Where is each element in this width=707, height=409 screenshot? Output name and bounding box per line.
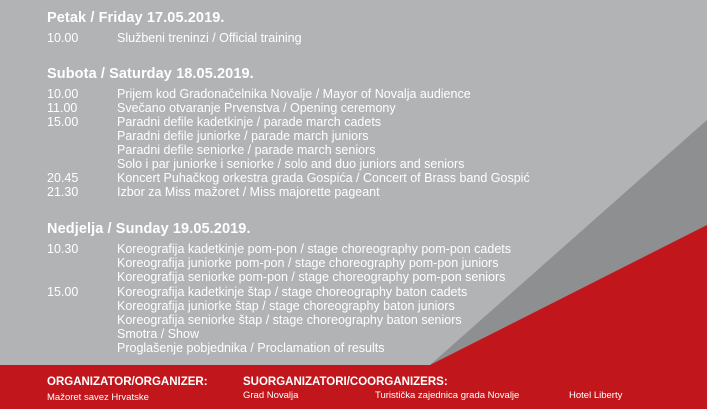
- footer-band: [0, 365, 707, 409]
- event-text: Paradni defile kadetkinje / parade march cadets: [117, 115, 382, 129]
- coorganizer-name: Turistička zajednica grada Novalje: [375, 390, 520, 401]
- day-title-friday: Petak / Friday 17.05.2019.: [47, 10, 225, 26]
- event-time: 15.00: [47, 285, 79, 299]
- day-title-sunday: Nedjelja / Sunday 19.05.2019.: [47, 221, 251, 237]
- event-text: Koreografija juniorke pom-pon / stage choreography pom-pon juniors: [117, 256, 499, 270]
- event-text: Koncert Puhačkog orkestra grada Gospića / Concert of Brass band Gospić: [117, 171, 530, 185]
- event-text: Koreografija kadetkinje pom-pon / stage choreography pom-pon cadets: [117, 242, 511, 256]
- event-time: 15.00: [47, 115, 79, 129]
- event-time: 10.00: [47, 87, 79, 101]
- event-time: 20.45: [47, 171, 79, 185]
- event-text: Proglašenje pobjednika / Proclamation of results: [117, 341, 385, 355]
- event-text: Prijem kod Gradonačelnika Novalje / Mayor of Novalja audience: [117, 87, 471, 101]
- event-time: 10.00: [47, 31, 79, 45]
- event-time: 10.30: [47, 242, 79, 256]
- event-text: Paradni defile juniorke / parade march juniors: [117, 129, 369, 143]
- event-text: Koreografija seniorke štap / stage choreography baton seniors: [117, 313, 462, 327]
- event-text: Paradni defile seniorke / parade march seniors: [117, 143, 376, 157]
- event-text: Koreografija seniorke pom-pon / stage choreography pom-pon seniors: [117, 270, 506, 284]
- event-time: 21.30: [47, 185, 79, 199]
- coorganizer-name: Hotel Liberty: [569, 390, 623, 401]
- event-text: Izbor za Miss mažoret / Miss majorette pageant: [117, 185, 380, 199]
- event-text: Solo i par juniorke i seniorke / solo and duo juniors and seniors: [117, 157, 465, 171]
- day-title-saturday: Subota / Saturday 18.05.2019.: [47, 66, 254, 82]
- organizer-name: Mažoret savez Hrvatske: [47, 392, 149, 403]
- event-text: Koreografija kadetkinje štap / stage choreography baton cadets: [117, 285, 468, 299]
- coorganizers-label: SUORGANIZATORI/COORGANIZERS:: [243, 376, 448, 388]
- event-text: Svečano otvaranje Prvenstva / Opening ceremony: [117, 101, 396, 115]
- event-text: Smotra / Show: [117, 327, 199, 341]
- event-text: Službeni treninzi / Official training: [117, 31, 302, 45]
- organizer-label: ORGANIZATOR/ORGANIZER:: [47, 376, 208, 388]
- event-time: 11.00: [47, 101, 78, 115]
- coorganizer-name: Grad Novalja: [243, 390, 299, 401]
- event-text: Koreografija juniorke štap / stage choreography baton juniors: [117, 299, 455, 313]
